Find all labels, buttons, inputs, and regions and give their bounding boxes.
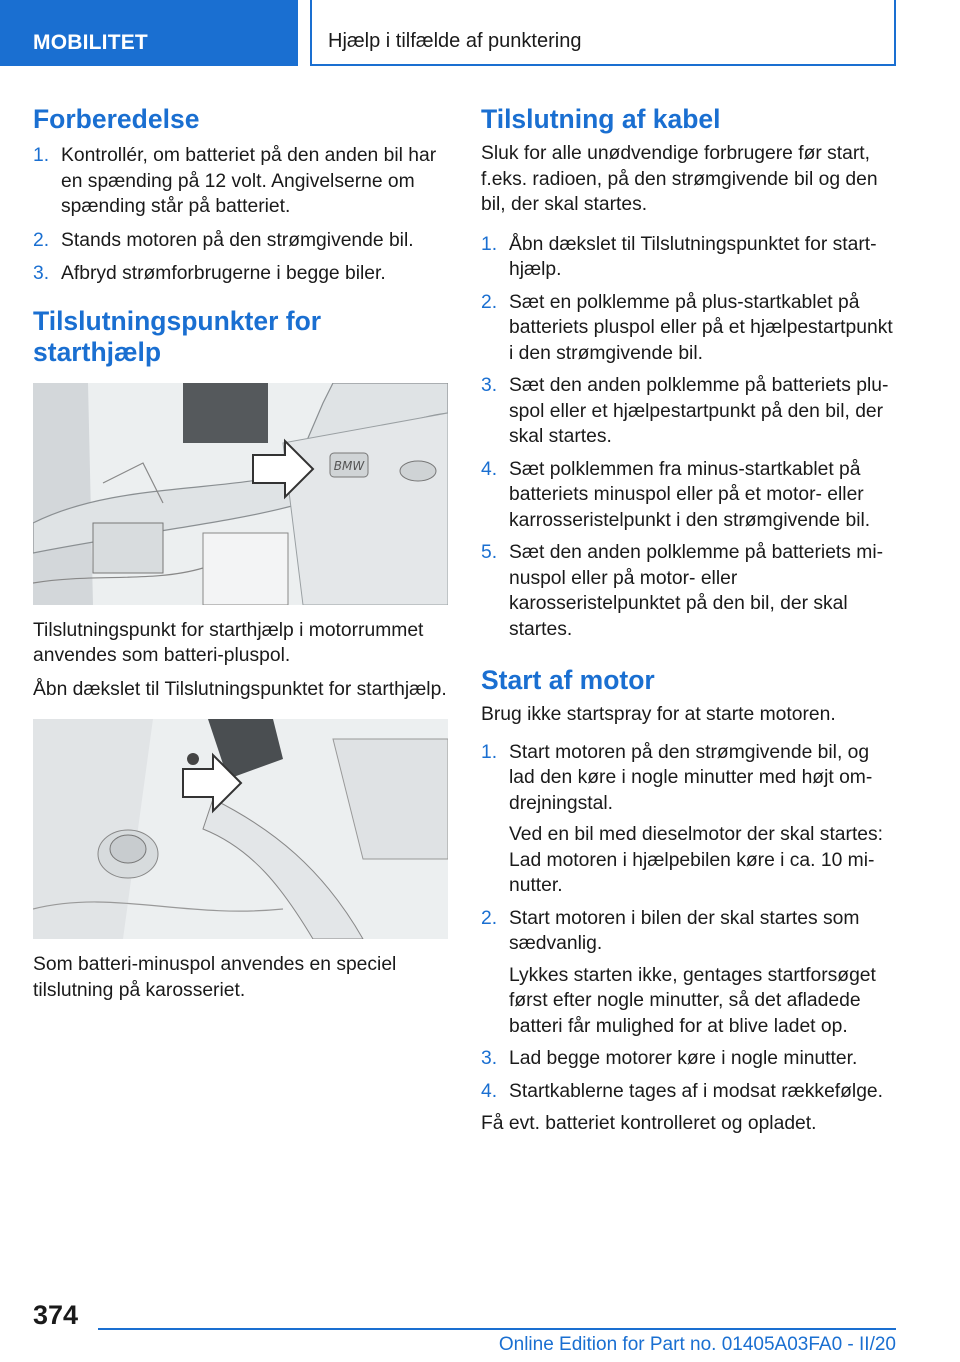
- badge-text: BMW: [333, 458, 365, 473]
- chapter-title: Hjælp i tilfælde af punktering: [310, 0, 896, 66]
- right-column: [481, 104, 896, 1137]
- step-text: Åbn dækslet til Tilslutningspunktet for starthjælp.: [509, 233, 877, 280]
- start-steps: [481, 740, 896, 1105]
- left-column: [33, 104, 448, 1003]
- list-item: [481, 232, 896, 283]
- heading-preparation: Forberedelse: [33, 104, 200, 134]
- list-item: [481, 740, 896, 899]
- step-text: Sæt en polklemme på plus-startkablet på batteriets pluspol eller på et hjælpestartpunkt i den strømgivende bil.: [509, 291, 893, 364]
- list-item: [481, 906, 896, 1040]
- step-text: Startkablerne tages af i modsat rækkefølge.: [509, 1080, 884, 1102]
- step-number: 3.: [481, 1048, 498, 1069]
- step-number: 1.: [481, 741, 498, 763]
- start-intro: Brug ikke startspray for at starte motoren.: [481, 704, 836, 725]
- cable-intro: Sluk for alle unødvendige forbrugere før start, f.eks. radioen, på den strømgivende bil og den bil, der skal startes.: [481, 143, 878, 215]
- edition-text: Online Edition for Part no. 01405A03FA0 - II/20: [498, 1334, 896, 1355]
- heading-engine-start: Start af motor: [481, 665, 655, 695]
- step-number: 5.: [481, 542, 498, 563]
- step-number: 3.: [33, 263, 50, 284]
- step-number: 1.: [33, 145, 50, 166]
- caption-ground-point: Som batteri-minuspol anvendes en speciel tilslutning på karosseriet.: [33, 954, 397, 1001]
- step-text: Sæt den anden polklemme på batteriets pluspol eller et hjælpestartpunkt på den bil, der skal startes.: [509, 375, 889, 447]
- step-number: 1.: [481, 233, 498, 255]
- ground-point-illustration: [33, 719, 448, 939]
- step-text: Stands motoren på den strømgivende bil.: [61, 229, 414, 251]
- step-text: Start motoren i bilen der skal startes som sædvanlig.: [509, 907, 860, 954]
- list-item: [33, 228, 448, 254]
- step-number: 4.: [481, 458, 498, 480]
- step-note: Ved en bil med dieselmotor der skal startes: Lad motoren i hjælpebilen køre i ca. 10 minutter.: [509, 824, 884, 896]
- page-number: 374: [33, 1300, 79, 1330]
- prep-steps: [33, 143, 448, 287]
- step-number: 2.: [481, 907, 498, 929]
- engine-bay-figure: [33, 383, 448, 605]
- step-note: Lykkes starten ikke, gentages startforsøget først efter nogle minutter, så det afladede batteri får mulighed for at blive ladet op.: [509, 964, 876, 1037]
- list-item: [481, 540, 896, 642]
- step-text: Afbryd strømforbrugerne i begge biler.: [61, 263, 386, 284]
- step-number: 3.: [481, 375, 498, 396]
- step-text: Sæt den anden polklemme på batteriets minuspol eller på motor- eller karosseristelpunktet på den bil, der skal startes.: [509, 542, 884, 640]
- list-item: [33, 261, 448, 287]
- step-number: 2.: [481, 291, 498, 313]
- caption-jump-point: Tilslutningspunkt for starthjælp i motorrummet anvendes som batteri-pluspol.: [33, 619, 424, 666]
- engine-bay-illustration: [33, 383, 448, 605]
- list-item: [481, 1079, 896, 1105]
- list-item: [481, 373, 896, 450]
- list-item: [481, 1046, 896, 1072]
- step-text: Start motoren på den strømgivende bil, og lad den køre i nogle minutter med højt omdrejningstal.: [509, 741, 873, 814]
- step-text: Lad begge motorer køre i nogle minutter.: [509, 1048, 858, 1069]
- heading-cable-connection: Tilslutning af kabel: [481, 104, 721, 134]
- heading-jump-points: Tilslutningspunkter for starthjælp: [33, 305, 322, 367]
- list-item: [481, 290, 896, 367]
- caption-open-cover: Åbn dækslet til Tilslutningspunktet for starthjælp.: [33, 678, 447, 700]
- step-number: 4.: [481, 1080, 498, 1102]
- cable-steps: [481, 232, 896, 643]
- step-number: 2.: [33, 229, 50, 251]
- list-item: [481, 457, 896, 534]
- footer-divider: [98, 1328, 896, 1330]
- closing-note: Få evt. batteriet kontrolleret og opladet.: [481, 1113, 817, 1134]
- ground-point-figure: [33, 719, 448, 939]
- list-item: [33, 143, 448, 220]
- step-text: Kontrollér, om batteriet på den anden bil har en spænding på 12 volt. Angivelserne om spænding står på batteriet.: [61, 145, 437, 217]
- step-text: Sæt polklemmen fra minus-startkablet på batteriets minuspol eller på et motor- eller karrosseristelpunkt i den strømgivende bil.: [509, 458, 871, 531]
- section-tab: MOBILITET: [0, 0, 298, 66]
